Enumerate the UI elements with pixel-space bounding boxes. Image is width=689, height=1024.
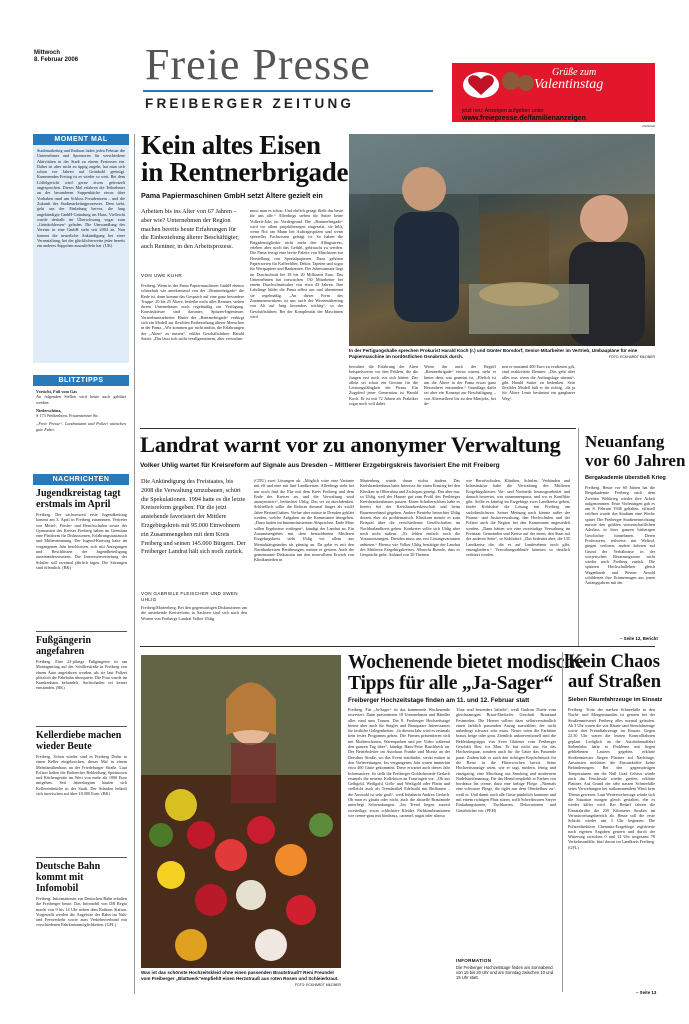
article1-headline-line1: Kein altes Eisen bbox=[141, 130, 321, 160]
news-divider bbox=[36, 857, 127, 858]
article4-caption bbox=[141, 970, 341, 988]
article3-subline: Bergakademie überstieß Krieg bbox=[585, 475, 666, 481]
article1-headline-line2: in Rentnerbrigade bbox=[141, 157, 349, 187]
article2-col4: wie Berufsschulen, Kliniken, Schulen, Verbänden und Infrastruktur habe die Verwaltung des Mittleren Erzgebirgskreises Vor- und Nachteile herausgearbeitet und danach bewertet, was zusammenpasst, und wo es Konflikte gibt. Sollte es künftig im Erzgebirge zwei Landkreise geben, findet Kohlsdorf die Lösung mit Freiberg am sachdienlichsten. Seiner Meinung nach könnte außer der Finanz- und Justizverwaltung, den Hochschulen und der Polizei auch die Region bei den Kommunen angesiedelt werden. „Dann hätten wir eine zweistufige Verwaltung im Freistaat: Gemeinden und Kreise auf der einen, den Staat auf der anderen Seite“, so Kohlsdorf. „Das bedeutet aber, die 135 Landkreise die, die es auf Landesebene noch gibt, einzugliedern.“ Verwaltungsabläufe könnten so deutlich verkürzt werden. bbox=[466, 478, 570, 558]
column-rule bbox=[134, 134, 135, 994]
article5-headline-line1: Kein Chaos bbox=[568, 652, 661, 672]
newspaper-title: Freie Presse bbox=[145, 40, 371, 89]
article1-intro: Arbeiten bis ins Alter von 67 Jahren – aber wie? Unternehmen der Region machen bereits heute Erfahrungen für die Einbeziehung älterer Beschäftigter, auch Rentner, in den Arbeitsprozess. bbox=[141, 208, 240, 251]
article4-info-text: Die Freiberger Hochzeitstage finden am Sonnabend von 15 bis 20 Uhr und am Sonntag zwischen 10 und 15 Uhr statt. bbox=[456, 965, 554, 981]
date-day: Mittwoch bbox=[34, 50, 60, 56]
article1-author: VON UWE KUHR bbox=[141, 273, 183, 278]
factory-photo bbox=[349, 134, 655, 346]
article3-headline-line2: vor 60 Jahren bbox=[585, 451, 686, 470]
article4-info-header: INFORMATION bbox=[456, 958, 492, 963]
article2-subline: Volker Uhlig wartet für Kreisreform auf Signale aus Dresden – Mittlerer Erzgebirgskreis favorisiert Ehe mit Freiberg bbox=[140, 462, 500, 469]
article1-headline bbox=[141, 132, 348, 186]
column-rule bbox=[562, 652, 563, 992]
blitz-2-text: S 173 Weißenborn, Frauensteiner Str. bbox=[36, 413, 99, 419]
article2-col3: Marienberg würde daran nichts ändern. Das Kreiskrankenhaus hatte Interesse für einen Einstieg bei den Kliniken in Olbernhau und Zschopau gezeigt. Das aber nur, so Uhlig, weil der Hauser gut zum Profil des Freiberger Kreiskrankenhauses passen. Einen Schulterschluss habe es bereits bei der Kreishandwerkerschaft und beim Bauernverband gegeben. Andere Betriebe betrachtet Uhlig derzeit eher als problematisch. Klinikum meinte es zum Beispiel über die verschiedenen Gesellschaften im Nachbarlandkreis geben. Konkreter sollte sich Uhlig aber noch nicht äußern. „Es fehlen einfach noch die Voraussetzungen. Dresden muss uns erst Lösungsvarianten anbieten.“ Ebenso wie Volker Uhlig bestätigte der Landrat des Mittleren Erzgebirgskreises, Albrecht Buttolo, dass es Gespräche gebe. Anhand von 30 Themen bbox=[360, 478, 460, 558]
section-rule bbox=[140, 428, 576, 429]
article2-headline: Landrat warnt vor zu anonymer Verwaltung bbox=[140, 432, 561, 457]
news-2-title: Fußgängerin angefahren bbox=[36, 635, 92, 657]
date-block bbox=[34, 50, 78, 64]
news-1-title: Jugendkreistag tagt erstmals im April bbox=[36, 488, 121, 510]
moment-header: MOMENT MAL bbox=[33, 134, 129, 145]
news-divider bbox=[36, 726, 127, 727]
article4-headline-line1: Wochenende bietet modische bbox=[348, 652, 584, 673]
blitz-box bbox=[33, 375, 129, 443]
article2-author: VON GABRIELE FLEISCHER UND SWEN UHLIG bbox=[141, 591, 238, 602]
news-3-title: Kellerdiebe machen wieder Beute bbox=[36, 730, 122, 752]
article5-text: Freiberg. Trotz der starken Schneefälle in den Nacht- und Morgenstunden ist gestern bei der Straßenmeisterei Freiberg alles normal gelaufen. Ab 3 Uhr waren die vier Räum- und Streufahrzeuge sowie drei Fremdfahrzeuge im Einsatz. Gegen 22.30 Uhr waren die letzten Kontrollfahrten geplant. Lediglich an der Autobahnauffahrt Siebenlehn hätte es Probleme mit liegen gebliebenen Lastern gegeben, erklärte Straßenmeister Jürgen Plattner auf Nachfrage. Ansonsten meldeten die Einsatzkräfte keine Behinderungen. Bei den gegenwärtigen Temperaturen um die Null Grad Celsius würde auch das Feuchtsalz wieder greifen, erklärte Plattner. Auf Grund der sehr nassen Schneefälle seien Verwehungen bei aufkommendem Wind kein Thema gewesen. Laut Wettervorhersage würde sich die Situation morgen gleich gestalten, ehe es wieder kälter wird. Bei Bedarf fahren die Einsatzkräfte die 250 Kilometer Straßen im Verantwortungsbereich ab. Heute soll die erste Schicht wieder um 3 Uhr beginnen. Die Polizeidirektion Chemnitz-Erzgebirge registrierte nach eigenen Angaben gestern und durch der Witterung zwischen 0 und 14 Uhr insgesamt 78 Verkehrsunfälle, fünf davon im Landkreis Freiberg. (GFL) bbox=[568, 707, 655, 850]
heart-bears-icon bbox=[456, 65, 536, 101]
article5-headline bbox=[568, 652, 661, 692]
factory-photo-illustration bbox=[349, 134, 655, 346]
article4-headline-line2: Tipps für alle „Ja-Sager“ bbox=[348, 673, 554, 694]
article4-col2: Töne sind besonders beliebt“, weiß Gudrun Thiele vom gleichnamigen Braut-Ehrdorfer Geschäft Brautund Festmoden. Die Herren sollten dazu selbstverständlich einen farblich passenden Anzug auswählen, der nicht unbedingt schwarz sein muss. Neuer seien die Farbtöne braun, beige oder grau. Ziemlich unkonventionell sind die Bekleidungstipps von Sven Glätzner vom Freiberger Geschäft Best for Man. Er hat nicht nur für das Hochzeitspaar, sondern auch für die Gäste das Passende parat. Zudem hält er auch den richtigen Kopfschmuck für die Reise in die Flitterwochen bereit. Seine Hochzeitsanzüge seien, wie er sagt, modern, feinig und einzigartig, eine Mischung aus Smoking und modernem Nadelstreifenanzug. Für das Hemd empfiehlt er Farben von bordeaux bis creme, dazu eine farbige Fliege. „Niemals eine schwarze Fliege, die tiglet nur dem Oberkellner zu“, weiß er. Und damit auch alle Gäste pünktlich kommen und mit einem richtigen Platz sitzen, stellt Schreibwaren Steyer Einladungskarten, Tischkarten, Dekorationen und Gästebücher vor. (PEH) bbox=[456, 707, 556, 813]
blitz-1-text: An folgenden Stellen wird heute auch geblitzt werden: bbox=[36, 394, 126, 405]
blitz-2-title: Niederschöna, bbox=[36, 407, 62, 413]
article3-ref: – Seite 12, Bericht bbox=[620, 636, 658, 641]
article5-headline-line2: auf Straßen bbox=[568, 672, 662, 692]
ad-line3: jetzt neu: Anzeigen aufgeben unter bbox=[462, 108, 544, 114]
article4-col1: Freiberg. Für „Ja-Sager“ ist das kommende Wochenende reserviert. Dann präsentieren 18 Unternehmen und Händler alles rund ums Trauen. Die 8. Freiberger Hochzeitstage bieten aber auch für Singles und Brautpaare Interessantes für festliche Gelegenheiten. „In diesem Jahr wird es erstmals kein festes Programm geben. Die Firmen präsentieren sich mit Modenschauen, Warenproben und per Video während den ganzen Tag über“, kündigt Hans-Peter Buschbeck an. Der Betriebsleiter im Autohaus Franke und Moritz an der Dresdner Straße, wo das Event stattfindet, steckt mitten in den Vorbereitungen. Im vergangenen Jahr waren immerhin etwa 400 Gäste gekommen. Diese erwartet auch dieses Jahr Informatives. So stellt die Freiberger Goldschmiede Gerlach erstmals die neueste Kollektion an Trauringen vor. „Ob aus Gelbgold, Weißgold, Gelb- und Weißgold oder Platin und vielleicht auch als Trendartikel Edelstahl mit Brillanten – die Auswahl ist sehr groß“, weiß Inhaberin Andrea Gerlach. Ob man es glaubt oder nicht, auch die aktuelle Brautmode unterliegt Schwankungen. „Im Trend liegen zurzeit zweiteilige, etwas schlichtere Kleider. Farbkombinationen wie creme-grau mit bordeaux, caramel, nugat oder altrosa bbox=[348, 707, 450, 818]
news-2-text: Freiberg. Eine 22-jährige Fußgängerin ist am Montagmittag auf der Schillerstraße in Freiberg von einem Auto angefahren worden, als sie laut Polizei plötzlich die Fahrbahn überquerte. Die Frau wurde im Krankenhaus behandelt. Sachschaden sei keiner entstanden. (BK) bbox=[36, 659, 127, 691]
blitz-3-text: „Freie Presse“, Landratsamt und Polizei wünschen gute Fahrt. bbox=[36, 421, 126, 432]
nachrichten-header: NACHRICHTEN bbox=[33, 474, 129, 485]
moment-box bbox=[33, 134, 129, 363]
nachrichten-header-wrap bbox=[33, 474, 129, 485]
bouquet-photo-illustration bbox=[141, 655, 341, 968]
article2-col1: Freiberg/Marienberg. Bei den gegenwärtigen Diskussionen um die anstehende Kreisreform in Sachsen sind sich nach den Worten von Freibergs Landrat Volker Uhlig bbox=[141, 605, 247, 621]
ad-line2: Valentinstag bbox=[534, 77, 604, 92]
news-divider bbox=[36, 631, 127, 632]
ad-code: ANZEIGE bbox=[642, 124, 656, 128]
article3-text: Freiberg. Heute vor 60 Jahren hat die Bergakademie Freiberg nach dem Zweiten Weltkrieg wieder ihre Arbeit aufgenommen. Erste Vorlesungen gab es am 8. Februar 1946 gehalten, offiziell eröffnet wurde das Studium eine Woche später. Die Freiberger Studieneinrichtung musste den größten wissenschaftlichen Aderlass in ihrer ganzen bisherigen Geschichte hinnehmen. Deren Professoren, teilweise mit Weltruf, gingen verloren, andere kehrten auf Grund der Verhältnisse in der sowjetischen Besatzungszone nicht wieder nach Freiberg zurück. Die späteren Hochschullehrer gleich Wagenbreth und Werner Arnold schilderten ihre Erinnerungen aus jenen Anfangsjahren mit der bbox=[585, 485, 655, 586]
article4-credit: FOTO: ECKHARDT MILDNER bbox=[294, 983, 341, 987]
article5-subline: Sieben Räumfahrzeuge im Einsatz bbox=[568, 697, 663, 703]
article1-col2: muss man es schon. Und ehrlich gesagt fließt das beste für uns alle.“ Allerdings stehen für Sutter keine Vollzeit-Jobs im Vordergrund. Die „Rentnerbrigade“ wird vor allem projektbezogen eingesetzt, sie hilft, wenn Not am Mann bei Auftragsspitzen und wenn spezielles Fachwissen gefragt ist. So haben die Brigademitglieder nicht mehr den Alltagsstress, erleben aber noch das Gefühl, gebraucht zu werden. Die Pama fertigt eine breite Palette von Maschinen zur Herstellung von Spezialpapieren. Dazu gehören Papiersorten für Kaffeefilter, Dekor, Tapeten und sogar für Wertpapiere und Banknoten. Der Jahresumsatz liegt im Durchschnitt bei 18 bis 20 Millionen Euro. Das Unternehmen hat inzwischen 130 Mitarbeiter bei einem Durchschnittsalter von etwa 43 Jahren. Ihre Lehrlinge bildet die Pama selbst aus und übernimmt sie regelmäßig. „An dieser Form des Zusammenwirkens ist uns auch der Wissensübertrag von Alt auf Jung besonders wichtig“, so der Geschäftsführer. Bei der Komplexität der Maschinen wird bbox=[250, 208, 343, 319]
date: 8. Februar 2006 bbox=[34, 57, 79, 63]
article4-headline bbox=[348, 652, 583, 694]
news-4-title: Deutsche Bahn kommt mit Infomobil bbox=[36, 861, 101, 894]
blitz-header: BLITZTIPPS bbox=[33, 375, 129, 386]
news-4-text: Freiberg. Informationen zur Deutschen Bahn erhalten die Freiberger heute. Das Infomobil von DB Regio macht von 9 bis 14 Uhr neben dem Rathaus Station. Vorgestellt werden die Angebote der Bahn im Nah- und Fernverkehr sowie zum Verkehrsverbund mit verschiedenen Fahrkartenmöglichkeiten. (GFL) bbox=[36, 896, 127, 928]
masthead-rule bbox=[143, 90, 433, 92]
news-3-text: Freiberg. Schon wieder sind in Freiberg Diebe in einen Keller eingebrochen, dieses Mal in einem Mehrfamilienhaus an der Friedeburger Straße. Laut Polizei ließen die Einbrecher Bekleidung, Spirituosen und Küchengeräte im Wert von mehr als 1000 Euro mitgehen. Seit Jahresbeginn häufen sich Kellereinbrüche in der Stadt. Der Schaden beläuft sich inzwischen auf über 18.000 Euro. (BK) bbox=[36, 754, 127, 797]
article1-col3: bewahrte die Erfahrung der Alten beispielsweise vor den Fehlern, die die Jungen erst noch vor sich hätten. Das allein sei schon ein Gewinn für die Leistungsfähigkeit der Firma. Ein Zugpferd jener Generation ist Harald Koch. Er ist mit 72 Jahren als Praktiker sogar noch voll dabei. bbox=[349, 364, 418, 407]
article1-caption bbox=[349, 348, 655, 360]
bouquet-photo bbox=[141, 655, 341, 968]
news-list bbox=[36, 488, 127, 976]
ad-url[interactable]: www.freiepresse.de/familienanzeigen bbox=[462, 115, 586, 122]
article1-col4: Wenn ihn auch der Begriff „Rentnerbrigade“ etwas wurmt, sieht er hinter dem, was gemeint ist, „Ehrlich ist um die Ältere in der Pama etwas ganz Besonderes entstanden.“ Grundlage dafür sei aber ein Konzept zur Beschäftigung – von Altersteilzeit bis zu den Minijobs, bei de- bbox=[424, 364, 496, 407]
article2-col2: (CDU) zwei Lösungen ab. „Möglich wäre eine Variante mit elf und eine mit fünf Landkreisen. Allerdings steht bei nur noch fünf die Ehe mit dem Kreis Freiberg und dem Ende des Kreises an, und die Verwaltung wird anonymisiert“, befürchtet Uhlig. Das sei zu durchdenken. Schließlich sollte die Reform diesmal länger als zwölf Jahre Bestand haben. Vorher aber müsse in Dresden geklärt werden, welche Aufgaben an die Kommunen übergehen. „Dazu laufen im Innenministerium Absprachen. Ende März sollen Ergebnisse vorliegen“, kündigt der Landrat an. Ein Zusammengehen mit dem benachbarten Mittleren Erzgebirgskreis sieht Uhlig vor allem aus Mentalitätsgründen als günstig an. Da gebe es mit den Nachbarkreisen Berührungen, meinte er gestern. Auch die gemeinsame Diskussion um den sinnvollsten Erwerb von Klinikanteilen in bbox=[254, 478, 354, 563]
news-1-text: Freiberg. Der sachsenweit erste Jugendkreistag kommt am 3. April in Freiberg zusammen. Vertreter von Mittel-, Förder- und Berufsschulen sowie der Gymnasien des Kreises Freiberg haben im Gremium eine Plattform für Diskussionen, Erfahrungsaustausch und Mitbestimmung. Der Jugend-Kreistag hatte im vergangenen Jahr beschlossen, sich mit Anregungen und Beschlüssen der Jugendbeteiligung auseinanderzusetzen. Die Interessenvertretung der Schüler soll zweimal jährlich tagen. Die Sitzungen sind öffentlich. (BK) bbox=[36, 512, 127, 570]
section-rule bbox=[140, 646, 655, 647]
article3-headline-line1: Neuanfang bbox=[585, 432, 665, 451]
column-rule bbox=[578, 428, 579, 646]
article1-col1: Freiberg. Wenn in der Pama Papiermaschinen GmbH ebenso scherzhaft wie anerkennend von der „Rentnerbrigade“ die Rede ist, dann kommt das Gespräch auf eine ganz besondere Truppe. 20 bis 25 Ältere, beileibe nicht alles Rentner, stehen ihrem Unternehmen noch regelmäßig zur Verfügung. Konstrukteure sind darunter, Spitzen-Ingenieure, Vertriebsmitarbeiter. Hinter der „Rentnerbrigade“ verbirgt sich ein Modell zur flexiblen Einbeziehung älterer Menschen in der Pama. „Wir kommen gar nicht umhin, die Erfahrungen der „Alten“ zu nutzen“, erklärt Geschäftsführer Harald Sutter. „Das lässt sich nicht verallgemeinern, aber versuchen bbox=[141, 283, 244, 341]
blitz-1-title: Vorsicht, Fuß vom Gas bbox=[36, 389, 78, 394]
article3-headline bbox=[585, 432, 685, 470]
article2-intro: Die Ankündigung des Freistaates, bis 2008 die Verwaltung umzubauen, schürt die Spekulationen. 1994 hatte es die letzte Kreisreform gegeben. Für die jetzt anstehende favorisiert der Mittlere Erzgebirgskreis mit 95.000 Einwohnern ein Zusammengehen mit dem Kreis Freiberg und seinen 145.000 Bürgern. Der Freiberger Landrat hält sich noch zurück. bbox=[141, 478, 246, 556]
newspaper-subtitle: FREIBERGER ZEITUNG bbox=[145, 96, 355, 111]
article5-ref: – Seite 13 bbox=[636, 990, 657, 995]
ad-line1: Grüße zum bbox=[552, 67, 597, 78]
article4-subline: Freiberger Hochzeitstage finden am 11. und 12. Februar statt bbox=[348, 697, 530, 704]
moment-text: Stadtmarketing und Rathaus laden jeden Februar die Unternehmer und Sponsoren für verschiedene Aktivitäten in der Stadt zu einem Festessen ein. Dabei ist aber nicht zu üppig zugeht, hat man sich schon vor Jahren auf Grünkohl geeinigt. Kommenden Freitag ist es wieder so weit. Bei dem Löffelgericht wird gerne etwas gefrotzelt angesprochen. Dieses Mal erfahren die Teilnehmer an der besonderen Suppenküche etwas über Vorhaben rund um Schloss Freudenstein – und die Zukunft des Stadtmarketingprozesses. Dem steht, geht aus der Einladung hervor, die lang angekündigte GmbH-Gründung ins Haus. Vielleicht wurde deshalb im Überschwang sogar zum „Grünkohlessen“ geladen. Die Umwandlung des Vereins in eine GmbH steht seit 2004 an. Nun kommt die neuerliche Ankündigung bei einer Veranstaltung, bei der glücklicherweise jeder bereits ein anderes Süppchen auszulöffeln hat. (UK) bbox=[37, 148, 125, 249]
article1-subline: Pama Papiermaschinen GmbH setzt Ältere gezielt ein bbox=[141, 191, 323, 200]
article1-caption-text: In der Fertigungshalle sprechen Prokurist Harald Koch (r.) und Günter Borsdorf, Senior-Mitarbeiter im Vertrieb, Umbaupläne für eine Papiermaschine im nordöstlichen Osnabrück durch. bbox=[349, 348, 638, 359]
article1-credit: FOTO: ECKHARDT MILDNER bbox=[608, 355, 655, 359]
article4-caption-text: Was ist das schönste Hochzeitskleid ohne einen passenden Brautstrauß? Reni Freundel vom Freiberger „Blattwerk“empfiehlt einen Herzstrauß aus roten Rosen und Schleierkraut. bbox=[141, 970, 339, 981]
article1-col5: nen er maximal 400 Euro zu verdienen gilt, sind reaktivierte Rentner. „Das geht aber alles nur, wenn die Auftragslage stimmt“, gibt Harald Sutter zu bedenken. Sein flexibles Modell hält er für richtig, „da ja für Ältere Leute bestimmt ein gangbarer Weg“. bbox=[502, 364, 575, 401]
